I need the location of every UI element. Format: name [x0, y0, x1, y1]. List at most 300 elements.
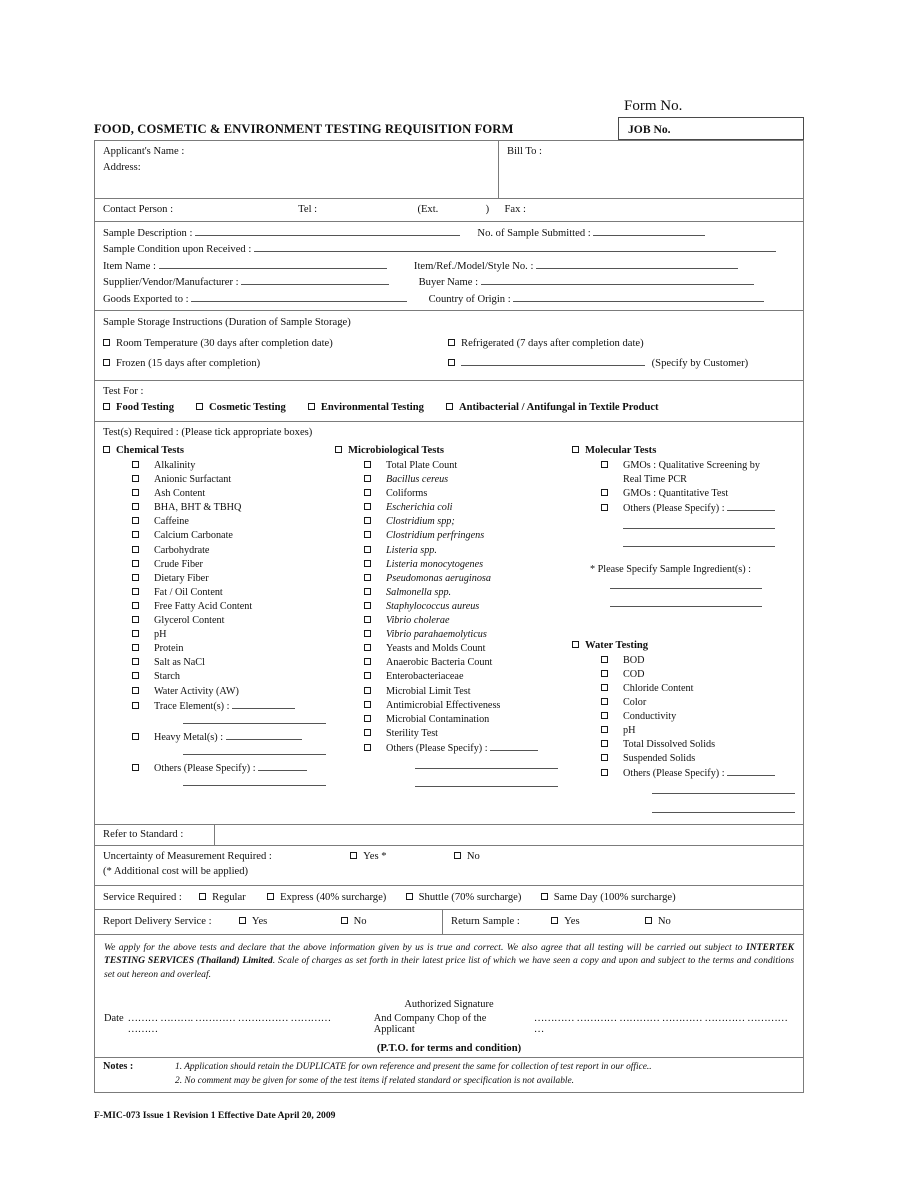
microbiological-tests-title: Microbiological Tests: [348, 445, 445, 456]
list-item[interactable]: [364, 529, 572, 543]
authorized-signature-label: Authorized Signature: [404, 999, 494, 1011]
applicant-left: [95, 141, 499, 198]
micro-others-extra-line-1[interactable]: [415, 759, 572, 774]
list-item[interactable]: [132, 558, 335, 572]
item-label: Crude Fiber: [154, 558, 203, 570]
checkbox-microbial-contamination[interactable]: [364, 715, 371, 722]
item-label: Water Activity (AW): [154, 685, 239, 697]
return-sample-line: [451, 914, 796, 930]
tests-required-row: [95, 422, 803, 825]
date-input[interactable]: ……… ………. ………… …………… ………… ………: [127, 1013, 331, 1036]
microbiological-tests-column: [335, 442, 572, 818]
list-item[interactable]: [364, 685, 572, 699]
chemical-tests-title: Chemical Tests: [116, 445, 184, 456]
checkbox-anaerobic-bacteria-count[interactable]: [364, 658, 371, 665]
trace-element-input[interactable]: [232, 699, 295, 709]
checkbox-chemical-others[interactable]: [132, 764, 139, 771]
sample-ingredients-line-1[interactable]: [610, 579, 803, 594]
ext-close: ): [485, 204, 490, 215]
report-delivery-yes-label: Yes: [251, 916, 268, 928]
checkbox-vibrio-cholerae[interactable]: [364, 616, 371, 623]
checkbox-starch[interactable]: [132, 672, 139, 679]
applicant-address-label: Address:: [103, 161, 141, 173]
service-required-label: Service Required :: [103, 891, 182, 903]
checkbox-molecular-others[interactable]: [601, 504, 608, 511]
micro-others-input[interactable]: [490, 741, 538, 751]
list-item[interactable]: [132, 487, 335, 501]
checkbox-microbiological-tests[interactable]: [335, 446, 342, 453]
list-item[interactable]: [601, 696, 803, 710]
declaration-row: [95, 935, 803, 1059]
uncertainty-yes[interactable]: [350, 851, 386, 862]
gmo-quantitative-item[interactable]: [601, 487, 803, 501]
molecular-tests-header[interactable]: [572, 442, 803, 459]
bill-to-cell[interactable]: [499, 141, 803, 198]
checkbox-antibacterial-textile[interactable]: [446, 403, 453, 410]
checkbox-alkalinity[interactable]: [132, 461, 139, 468]
item-label: Enterobacteriaceae: [386, 671, 464, 683]
checkbox-clostridium-perfringens[interactable]: [364, 531, 371, 538]
checkbox-escherichia-coli[interactable]: [364, 503, 371, 510]
checkbox-staphylococcus-aureus[interactable]: [364, 602, 371, 609]
return-sample-no-label: No: [657, 916, 671, 928]
report-delivery-line: [103, 914, 435, 930]
checkbox-salmonella-spp[interactable]: [364, 588, 371, 595]
service-regular-label: Regular: [212, 891, 246, 903]
no-submitted-input[interactable]: [593, 225, 705, 236]
test-for-antibacterial-label: Antibacterial / Antifungal in Textile Product: [458, 401, 659, 413]
list-item[interactable]: [601, 710, 803, 724]
microbiological-tests-header[interactable]: [335, 442, 572, 459]
buyer-input[interactable]: [481, 274, 754, 285]
storage-custom-label: (Specify by Customer): [651, 358, 749, 369]
bill-to-label: Bill To :: [507, 146, 542, 157]
chemical-others-extra-line[interactable]: [183, 776, 335, 791]
checkbox-water-ph[interactable]: [601, 726, 608, 733]
item-label: COD: [623, 668, 645, 680]
uncertainty-no-label: No: [466, 850, 480, 862]
report-delivery-no-label: No: [353, 916, 367, 928]
report-delivery-yes[interactable]: [239, 916, 267, 927]
item-label: Coliforms: [386, 488, 428, 500]
applicant-row: [95, 141, 803, 199]
water-others-extra-line-2[interactable]: [652, 803, 803, 818]
gmo-qualitative-item[interactable]: [601, 459, 803, 473]
test-for-antibacterial[interactable]: [446, 400, 659, 416]
checkbox-return-sample-no[interactable]: [645, 917, 652, 924]
service-shuttle-label: Shuttle (70% surcharge): [418, 891, 522, 903]
list-item[interactable]: [364, 656, 572, 670]
list-item[interactable]: [601, 654, 803, 668]
checkbox-water-testing[interactable]: [572, 641, 579, 648]
item-label: Suspended Solids: [623, 753, 696, 765]
item-label: Carbohydrate: [154, 544, 210, 556]
water-testing-title: Water Testing: [585, 639, 649, 651]
checkbox-dietary-fiber[interactable]: [132, 574, 139, 581]
list-item[interactable]: [364, 713, 572, 727]
item-label: Escherichia coli: [386, 502, 453, 514]
notes-row: [95, 1058, 803, 1092]
chemical-others-input[interactable]: [258, 761, 307, 771]
item-ref-input[interactable]: [536, 258, 738, 269]
checkbox-micro-others[interactable]: [364, 744, 371, 751]
sample-ingredients-line-2[interactable]: [610, 597, 803, 612]
storage-option-custom[interactable]: [448, 354, 796, 374]
service-same-day[interactable]: [541, 892, 676, 903]
checkbox-fat-oil-content[interactable]: [132, 588, 139, 595]
notes-body: [175, 1061, 795, 1088]
list-item[interactable]: [132, 685, 335, 699]
sample-condition-line: [103, 241, 796, 258]
checkbox-antimicrobial-effectiveness[interactable]: [364, 701, 371, 708]
signature-input[interactable]: ………… ………… ………… ………… ………… ………… …: [533, 1013, 788, 1036]
supplier-input[interactable]: [241, 274, 389, 285]
storage-option-room[interactable]: [103, 334, 448, 354]
molecular-others-input[interactable]: [727, 501, 775, 511]
item-label: Others (Please Specify) :: [154, 762, 259, 774]
uncertainty-row: [95, 846, 803, 886]
list-item[interactable]: [132, 473, 335, 487]
heavy-metals-item[interactable]: [132, 730, 335, 745]
checkbox-environmental-testing[interactable]: [308, 403, 315, 410]
item-label: Chloride Content: [623, 682, 694, 694]
checkbox-report-delivery-no[interactable]: [341, 917, 348, 924]
note-item: 1. Application should retain the DUPLICATE for own reference and present the same for collection of test report in our office..: [175, 1062, 652, 1073]
service-express[interactable]: [267, 892, 386, 903]
list-item[interactable]: [132, 670, 335, 684]
sample-condition-label: Sample Condition upon Received :: [103, 244, 252, 255]
sample-info-row: [95, 222, 803, 312]
page-title: FOOD, COSMETIC & ENVIRONMENT TESTING REQUISITION FORM: [94, 122, 514, 136]
checkbox-return-sample-yes[interactable]: [551, 917, 558, 924]
country-origin-input[interactable]: [513, 291, 764, 302]
list-item[interactable]: [132, 501, 335, 515]
item-label: GMOs : Qualitative Screening by: [623, 460, 760, 471]
checkbox-service-same-day[interactable]: [541, 893, 548, 900]
checkbox-custom-storage[interactable]: [448, 359, 455, 366]
item-name-label: Item Name :: [103, 260, 156, 272]
test-for-cosmetic-label: Cosmetic Testing: [209, 401, 286, 413]
applicant-frame: [94, 140, 804, 1093]
list-item[interactable]: [364, 727, 572, 741]
list-item[interactable]: [132, 515, 335, 529]
list-item[interactable]: [364, 670, 572, 684]
water-others-input[interactable]: [727, 766, 775, 776]
checkbox-total-dissolved-solids[interactable]: [601, 740, 608, 747]
list-item[interactable]: [132, 628, 335, 642]
checkbox-service-shuttle[interactable]: [406, 893, 413, 900]
service-required-row: [95, 886, 803, 911]
list-item[interactable]: [364, 515, 572, 529]
item-label: Listeria spp.: [386, 544, 437, 556]
item-label: pH: [154, 629, 167, 641]
ext-label: (Ext.: [417, 204, 439, 215]
item-label: Others (Please Specify) :: [623, 768, 728, 780]
checkbox-room-temperature[interactable]: [103, 339, 110, 346]
goods-exported-label: Goods Exported to :: [103, 293, 189, 305]
list-item[interactable]: [132, 642, 335, 656]
item-label: Caffeine: [154, 516, 189, 528]
item-label: Antimicrobial Effectiveness: [386, 699, 501, 711]
form-sheet: [94, 88, 804, 1121]
checkbox-bha-bht-tbhq[interactable]: [132, 503, 139, 510]
item-label: pH: [623, 725, 636, 737]
molecular-tests-list: [601, 459, 803, 553]
list-item[interactable]: [601, 738, 803, 752]
checkbox-ash-content[interactable]: [132, 489, 139, 496]
list-item[interactable]: [364, 614, 572, 628]
test-for-food-label: Food Testing: [116, 401, 174, 413]
checkbox-uncertainty-no[interactable]: [454, 852, 461, 859]
sample-condition-input[interactable]: [254, 241, 776, 252]
checkbox-glycerol-content[interactable]: [132, 616, 139, 623]
list-item[interactable]: [132, 656, 335, 670]
list-item[interactable]: [132, 614, 335, 628]
water-others-item[interactable]: [601, 766, 803, 781]
sample-description-line: [103, 225, 796, 242]
molecular-others-extra-line-2[interactable]: [623, 537, 803, 552]
list-item[interactable]: [132, 572, 335, 586]
list-item[interactable]: [364, 586, 572, 600]
item-label: Listeria monocytogenes: [386, 558, 484, 570]
checkbox-ph[interactable]: [132, 630, 139, 637]
micro-others-extra-line-2[interactable]: [415, 777, 572, 792]
service-required-line: [103, 890, 796, 906]
list-item[interactable]: [364, 558, 572, 572]
list-item[interactable]: [132, 600, 335, 614]
delivery-return-row: [95, 910, 803, 935]
checkbox-bod[interactable]: [601, 656, 608, 663]
job-no-field[interactable]: JOB No.: [618, 117, 804, 140]
checkbox-cod[interactable]: [601, 670, 608, 677]
list-item[interactable]: [364, 473, 572, 487]
microbiological-tests-list: [364, 459, 572, 792]
item-label: Fat / Oil Content: [154, 586, 223, 598]
refer-standard-label: Refer to Standard :: [95, 824, 215, 845]
contact-line: [103, 202, 796, 218]
checkbox-trace-elements[interactable]: [132, 702, 139, 709]
report-delivery-cell: [95, 910, 443, 934]
form-header: [94, 88, 804, 140]
report-delivery-label: Report Delivery Service :: [103, 916, 212, 928]
storage-refrigerated-label: Refrigerated (7 days after completion date): [461, 338, 644, 349]
declaration-part2: . Scale of charges as set forth in their latest price list of which we have seen a copy and upon and subject to the terms and conditions set out hereon and overleaf.: [104, 955, 794, 980]
test-for-food[interactable]: [103, 400, 174, 416]
chemical-others-item[interactable]: [132, 761, 335, 776]
signature-line: [104, 1013, 794, 1035]
storage-room-label: Room Temperature (30 days after completion date): [116, 338, 333, 349]
item-label: Ash Content: [154, 488, 206, 500]
trace-element-extra-line[interactable]: [183, 714, 335, 729]
company-chop-label: And Company Chop of the Applicant: [373, 1013, 487, 1036]
list-item[interactable]: [364, 544, 572, 558]
return-sample-yes[interactable]: [551, 916, 579, 927]
checkbox-listeria-monocytogenes[interactable]: [364, 560, 371, 567]
storage-option-refrigerated[interactable]: [448, 334, 796, 354]
service-same-day-label: Same Day (100% surcharge): [553, 891, 676, 903]
item-name-input[interactable]: [159, 258, 387, 269]
test-for-environmental-label: Environmental Testing: [320, 401, 424, 413]
checkbox-bacillus-cereus[interactable]: [364, 475, 371, 482]
chemical-tests-header[interactable]: [103, 442, 335, 459]
checkbox-clostridium-spp[interactable]: [364, 517, 371, 524]
item-label: Vibrio cholerae: [386, 615, 450, 627]
checkbox-water-others[interactable]: [601, 769, 608, 776]
checkbox-salt-as-nacl[interactable]: [132, 658, 139, 665]
item-label: Starch: [154, 671, 181, 683]
item-label: Salmonella spp.: [386, 586, 452, 598]
report-delivery-no[interactable]: [341, 916, 367, 927]
signature-area: [95, 999, 803, 1039]
item-label: Vibrio parahaemolyticus: [386, 629, 487, 641]
checkbox-suspended-solids[interactable]: [601, 754, 608, 761]
contact-person-label: Contact Person :: [103, 204, 174, 215]
checkbox-color[interactable]: [601, 698, 608, 705]
item-label: Real Time PCR: [623, 474, 687, 486]
list-item[interactable]: [132, 529, 335, 543]
item-label: Total Plate Count: [386, 460, 458, 471]
checkbox-report-delivery-yes[interactable]: [239, 917, 246, 924]
water-others-extra-line-1[interactable]: [652, 784, 803, 799]
uncertainty-yes-label: Yes *: [363, 850, 387, 862]
item-ref-label: Item/Ref./Model/Style No. :: [413, 260, 534, 272]
list-item[interactable]: [364, 572, 572, 586]
heavy-metals-input[interactable]: [226, 730, 302, 740]
item-label: Dietary Fiber: [154, 572, 209, 584]
checkbox-chemical-tests[interactable]: [103, 446, 110, 453]
checkbox-protein[interactable]: [132, 644, 139, 651]
sample-ingredients-block: [590, 562, 803, 612]
return-sample-no[interactable]: [645, 916, 671, 927]
list-item[interactable]: [132, 544, 335, 558]
item-label: Pseudomonas aeruginosa: [386, 572, 491, 584]
item-label: Alkalinity: [154, 460, 196, 471]
tel-label: Tel :: [298, 204, 318, 215]
test-for-cosmetic[interactable]: [196, 400, 286, 416]
checkbox-free-fatty-acid-content[interactable]: [132, 602, 139, 609]
checkbox-sterility-test[interactable]: [364, 729, 371, 736]
list-item[interactable]: [601, 668, 803, 682]
test-for-row: [95, 381, 803, 422]
tests-grid: [95, 440, 803, 824]
checkbox-total-plate-count[interactable]: [364, 461, 371, 468]
list-item[interactable]: [364, 628, 572, 642]
checkbox-anionic-surfactant[interactable]: [132, 475, 139, 482]
checkbox-heavy-metals[interactable]: [132, 733, 139, 740]
checkbox-microbial-limit-test[interactable]: [364, 687, 371, 694]
storage-frozen-label: Frozen (15 days after completion): [116, 358, 261, 369]
item-label: Microbial Limit Test: [386, 685, 471, 697]
service-regular[interactable]: [199, 892, 246, 903]
micro-others-item[interactable]: [364, 741, 572, 756]
checkbox-chloride-content[interactable]: [601, 684, 608, 691]
list-item[interactable]: [601, 724, 803, 738]
checkbox-molecular-tests[interactable]: [572, 446, 579, 453]
molecular-others-extra-line-1[interactable]: [623, 519, 803, 534]
checkbox-gmo-qualitative[interactable]: [601, 461, 608, 468]
checkbox-service-express[interactable]: [267, 893, 274, 900]
declaration-part1: We apply for the above tests and declare that the above information given by us is true and correct. We also agree that all testing will be carried out subject to: [104, 941, 747, 953]
checkbox-conductivity[interactable]: [601, 712, 608, 719]
checkbox-caffeine[interactable]: [132, 517, 139, 524]
list-item[interactable]: [364, 699, 572, 713]
item-label: Bacillus cereus: [386, 474, 449, 486]
item-label: Color: [623, 696, 647, 708]
checkbox-listeria-spp[interactable]: [364, 546, 371, 553]
checkbox-yeasts-molds-count[interactable]: [364, 644, 371, 651]
country-origin-label: Country of Origin :: [428, 293, 511, 305]
checkbox-uncertainty-yes[interactable]: [350, 852, 357, 859]
checkbox-gmo-quantitative[interactable]: [601, 489, 608, 496]
item-label: Microbial Contamination: [386, 713, 490, 725]
checkbox-coliforms[interactable]: [364, 489, 371, 496]
list-item[interactable]: [132, 459, 335, 473]
checkbox-vibrio-parahaemolyticus[interactable]: [364, 630, 371, 637]
goods-exported-line: [103, 291, 796, 308]
custom-storage-input[interactable]: [461, 355, 645, 366]
buyer-label: Buyer Name :: [418, 277, 479, 288]
item-name-line: [103, 258, 796, 275]
sample-description-input[interactable]: [195, 225, 460, 236]
list-item[interactable]: [364, 642, 572, 656]
item-label: Heavy Metal(s) :: [154, 731, 226, 743]
checkbox-crude-fiber[interactable]: [132, 560, 139, 567]
chemical-tests-list: [132, 459, 335, 791]
molecular-water-column: [572, 442, 803, 818]
checkbox-water-activity[interactable]: [132, 687, 139, 694]
checkbox-enterobacteriaceae[interactable]: [364, 672, 371, 679]
item-label: Clostridium spp;: [386, 516, 455, 528]
item-label: Others (Please Specify) :: [386, 742, 491, 754]
list-item[interactable]: [601, 682, 803, 696]
molecular-others-item[interactable]: [601, 501, 803, 516]
checkbox-calcium-carbonate[interactable]: [132, 531, 139, 538]
goods-exported-input[interactable]: [191, 291, 407, 302]
list-item[interactable]: [601, 752, 803, 766]
service-shuttle[interactable]: [406, 892, 522, 903]
uncertainty-no[interactable]: [454, 851, 480, 862]
list-item[interactable]: [364, 487, 572, 501]
storage-option-frozen[interactable]: [103, 354, 448, 374]
checkbox-pseudomonas-aeruginosa[interactable]: [364, 574, 371, 581]
heavy-metals-extra-line[interactable]: [183, 745, 335, 760]
fax-label: Fax :: [504, 204, 526, 215]
item-label: Yeasts and Molds Count: [386, 643, 486, 655]
uncertainty-line: [103, 849, 796, 865]
list-item[interactable]: [132, 586, 335, 600]
item-label: BOD: [623, 654, 645, 666]
item-label: Total Dissolved Solids: [623, 739, 716, 751]
return-sample-yes-label: Yes: [564, 916, 580, 928]
item-label: Glycerol Content: [154, 615, 225, 627]
list-item[interactable]: [364, 501, 572, 515]
list-item[interactable]: [364, 600, 572, 614]
test-for-environmental[interactable]: [308, 400, 424, 416]
trace-element-item[interactable]: [132, 699, 335, 714]
checkbox-frozen[interactable]: [103, 359, 110, 366]
checkbox-food-testing[interactable]: [103, 403, 110, 410]
checkbox-refrigerated[interactable]: [448, 339, 455, 346]
checkbox-carbohydrate[interactable]: [132, 546, 139, 553]
water-testing-list: [601, 654, 803, 818]
list-item[interactable]: [364, 459, 572, 473]
service-express-label: Express (40% surcharge): [280, 891, 387, 903]
checkbox-service-regular[interactable]: [199, 893, 206, 900]
storage-row: [95, 311, 803, 381]
checkbox-cosmetic-testing[interactable]: [196, 403, 203, 410]
sample-ingredients-note: * Please Specify Sample Ingredient(s) :: [590, 563, 751, 575]
water-testing-header[interactable]: [572, 637, 803, 654]
